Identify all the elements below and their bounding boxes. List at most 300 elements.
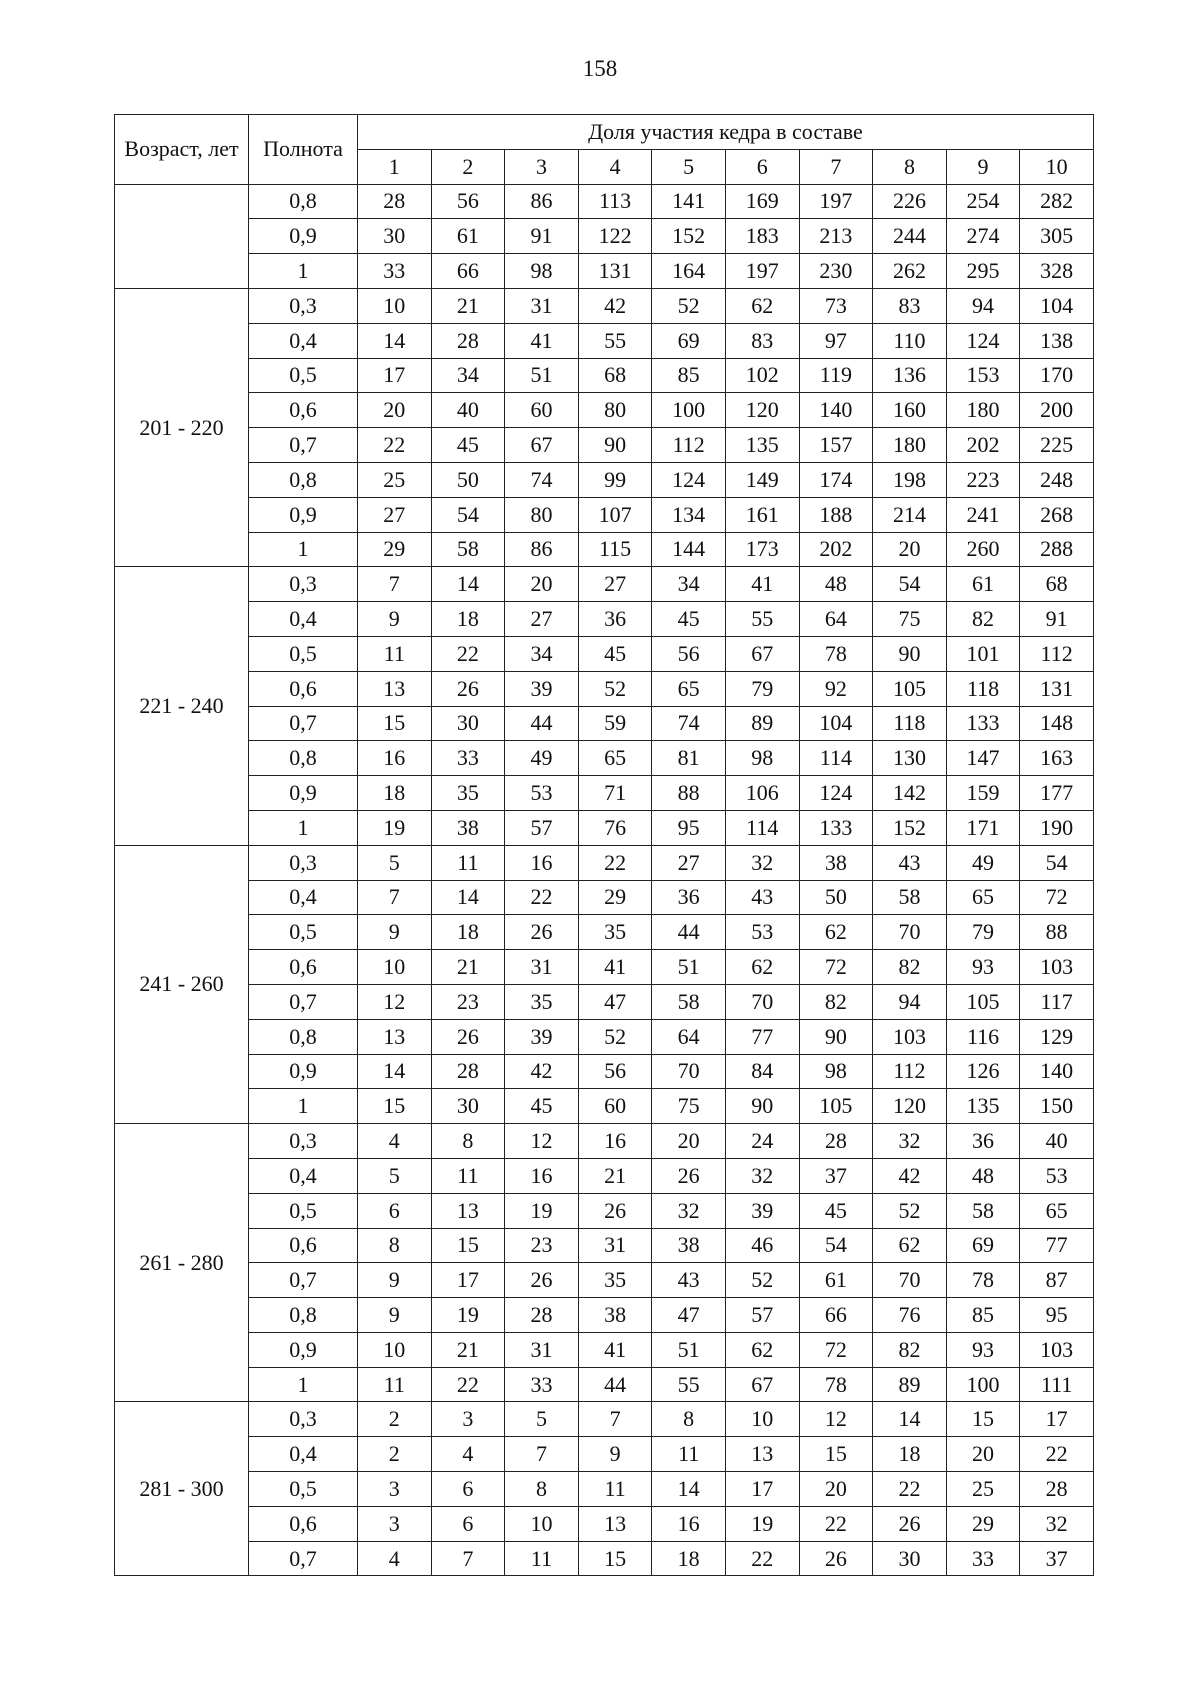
value-cell: 12	[799, 1402, 873, 1437]
value-cell: 80	[578, 393, 652, 428]
value-cell: 129	[1020, 1019, 1094, 1054]
value-cell: 17	[358, 358, 432, 393]
fullness-cell: 0,5	[249, 915, 358, 950]
value-cell: 18	[873, 1437, 947, 1472]
table-row	[115, 1124, 1094, 1159]
value-cell: 28	[505, 1298, 579, 1333]
value-cell: 58	[652, 984, 726, 1019]
value-cell: 70	[652, 1054, 726, 1089]
fullness-cell: 0,7	[249, 1541, 358, 1576]
value-cell: 34	[652, 567, 726, 602]
value-cell: 52	[725, 1263, 799, 1298]
value-cell: 169	[725, 184, 799, 219]
value-cell: 7	[358, 567, 432, 602]
share-column-header: 1	[358, 149, 432, 184]
table-row	[115, 1332, 1094, 1367]
value-cell: 22	[873, 1472, 947, 1507]
value-cell: 33	[358, 254, 432, 289]
fullness-cell: 0,3	[249, 288, 358, 323]
value-cell: 44	[505, 706, 579, 741]
value-cell: 41	[578, 950, 652, 985]
value-cell: 31	[578, 1228, 652, 1263]
age-range-cell: 221 - 240	[115, 567, 249, 845]
fullness-cell: 0,5	[249, 1193, 358, 1228]
value-cell: 25	[946, 1472, 1020, 1507]
fullness-cell: 1	[249, 1367, 358, 1402]
value-cell: 50	[431, 462, 505, 497]
value-cell: 120	[873, 1089, 947, 1124]
fullness-cell: 0,6	[249, 1228, 358, 1263]
value-cell: 12	[358, 984, 432, 1019]
value-cell: 183	[725, 219, 799, 254]
value-cell: 61	[946, 567, 1020, 602]
value-cell: 225	[1020, 428, 1094, 463]
value-cell: 5	[505, 1402, 579, 1437]
value-cell: 147	[946, 741, 1020, 776]
value-cell: 31	[505, 1332, 579, 1367]
value-cell: 16	[578, 1124, 652, 1159]
value-cell: 32	[725, 1158, 799, 1193]
value-cell: 35	[578, 915, 652, 950]
value-cell: 38	[799, 845, 873, 880]
value-cell: 33	[505, 1367, 579, 1402]
value-cell: 20	[873, 532, 947, 567]
fullness-cell: 0,6	[249, 950, 358, 985]
value-cell: 11	[358, 636, 432, 671]
value-cell: 53	[1020, 1158, 1094, 1193]
fullness-cell: 0,9	[249, 776, 358, 811]
value-cell: 16	[358, 741, 432, 776]
age-column-header: Возраст, лет	[115, 115, 249, 185]
value-cell: 34	[505, 636, 579, 671]
value-cell: 95	[652, 810, 726, 845]
table-row	[115, 1193, 1094, 1228]
value-cell: 14	[873, 1402, 947, 1437]
value-cell: 61	[799, 1263, 873, 1298]
value-cell: 149	[725, 462, 799, 497]
value-cell: 103	[873, 1019, 947, 1054]
value-cell: 52	[578, 671, 652, 706]
value-cell: 69	[652, 323, 726, 358]
value-cell: 60	[578, 1089, 652, 1124]
value-cell: 135	[946, 1089, 1020, 1124]
value-cell: 112	[1020, 636, 1094, 671]
value-cell: 70	[725, 984, 799, 1019]
value-cell: 288	[1020, 532, 1094, 567]
table-row	[115, 497, 1094, 532]
value-cell: 76	[578, 810, 652, 845]
value-cell: 197	[725, 254, 799, 289]
value-cell: 82	[873, 1332, 947, 1367]
table-row	[115, 1054, 1094, 1089]
value-cell: 93	[946, 950, 1020, 985]
value-cell: 54	[799, 1228, 873, 1263]
value-cell: 5	[358, 1158, 432, 1193]
value-cell: 26	[431, 671, 505, 706]
table-row	[115, 776, 1094, 811]
value-cell: 163	[1020, 741, 1094, 776]
value-cell: 62	[725, 1332, 799, 1367]
value-cell: 21	[431, 950, 505, 985]
fullness-cell: 0,4	[249, 1158, 358, 1193]
value-cell: 75	[652, 1089, 726, 1124]
value-cell: 22	[505, 880, 579, 915]
value-cell: 101	[946, 636, 1020, 671]
table-row	[115, 323, 1094, 358]
fullness-cell: 0,5	[249, 636, 358, 671]
value-cell: 56	[652, 636, 726, 671]
value-cell: 42	[873, 1158, 947, 1193]
value-cell: 78	[799, 636, 873, 671]
value-cell: 9	[358, 602, 432, 637]
value-cell: 9	[358, 1263, 432, 1298]
value-cell: 8	[505, 1472, 579, 1507]
value-cell: 254	[946, 184, 1020, 219]
value-cell: 54	[431, 497, 505, 532]
value-cell: 135	[725, 428, 799, 463]
value-cell: 30	[431, 1089, 505, 1124]
value-cell: 164	[652, 254, 726, 289]
value-cell: 4	[431, 1437, 505, 1472]
table-row	[115, 671, 1094, 706]
fullness-cell: 0,4	[249, 323, 358, 358]
value-cell: 274	[946, 219, 1020, 254]
fullness-cell: 0,3	[249, 1402, 358, 1437]
value-cell: 57	[725, 1298, 799, 1333]
value-cell: 52	[873, 1193, 947, 1228]
value-cell: 140	[1020, 1054, 1094, 1089]
fullness-cell: 0,8	[249, 462, 358, 497]
value-cell: 26	[873, 1506, 947, 1541]
value-cell: 90	[725, 1089, 799, 1124]
value-cell: 65	[578, 741, 652, 776]
value-cell: 33	[431, 741, 505, 776]
value-cell: 8	[358, 1228, 432, 1263]
value-cell: 107	[578, 497, 652, 532]
value-cell: 248	[1020, 462, 1094, 497]
page-number: 158	[582, 56, 618, 81]
value-cell: 10	[725, 1402, 799, 1437]
value-cell: 140	[799, 393, 873, 428]
value-cell: 99	[578, 462, 652, 497]
fullness-cell: 0,7	[249, 706, 358, 741]
value-cell: 136	[873, 358, 947, 393]
value-cell: 58	[873, 880, 947, 915]
value-cell: 26	[431, 1019, 505, 1054]
value-cell: 61	[431, 219, 505, 254]
value-cell: 29	[358, 532, 432, 567]
value-cell: 37	[799, 1158, 873, 1193]
value-cell: 45	[578, 636, 652, 671]
value-cell: 51	[652, 1332, 726, 1367]
value-cell: 98	[799, 1054, 873, 1089]
value-cell: 65	[1020, 1193, 1094, 1228]
value-cell: 19	[358, 810, 432, 845]
value-cell: 30	[873, 1541, 947, 1576]
value-cell: 8	[431, 1124, 505, 1159]
share-column-header: 6	[725, 149, 799, 184]
value-cell: 75	[873, 602, 947, 637]
value-cell: 90	[873, 636, 947, 671]
fullness-cell: 0,4	[249, 602, 358, 637]
table-row	[115, 1367, 1094, 1402]
value-cell: 32	[1020, 1506, 1094, 1541]
value-cell: 92	[799, 671, 873, 706]
value-cell: 40	[431, 393, 505, 428]
value-cell: 114	[725, 810, 799, 845]
value-cell: 295	[946, 254, 1020, 289]
value-cell: 190	[1020, 810, 1094, 845]
value-cell: 22	[431, 1367, 505, 1402]
value-cell: 26	[505, 1263, 579, 1298]
value-cell: 112	[873, 1054, 947, 1089]
table-header	[115, 115, 1094, 185]
value-cell: 31	[505, 950, 579, 985]
value-cell: 118	[946, 671, 1020, 706]
table-row	[115, 636, 1094, 671]
value-cell: 26	[578, 1193, 652, 1228]
value-cell: 8	[652, 1402, 726, 1437]
value-cell: 15	[799, 1437, 873, 1472]
value-cell: 27	[578, 567, 652, 602]
value-cell: 56	[431, 184, 505, 219]
value-cell: 16	[505, 845, 579, 880]
share-column-header: 9	[946, 149, 1020, 184]
value-cell: 152	[652, 219, 726, 254]
value-cell: 133	[799, 810, 873, 845]
value-cell: 14	[652, 1472, 726, 1507]
value-cell: 66	[431, 254, 505, 289]
value-cell: 9	[358, 915, 432, 950]
value-cell: 13	[725, 1437, 799, 1472]
table-row	[115, 984, 1094, 1019]
value-cell: 62	[725, 950, 799, 985]
value-cell: 30	[431, 706, 505, 741]
value-cell: 48	[946, 1158, 1020, 1193]
value-cell: 141	[652, 184, 726, 219]
value-cell: 87	[1020, 1263, 1094, 1298]
value-cell: 27	[358, 497, 432, 532]
value-cell: 16	[505, 1158, 579, 1193]
value-cell: 12	[505, 1124, 579, 1159]
value-cell: 3	[358, 1472, 432, 1507]
table-row	[115, 567, 1094, 602]
stock-table	[114, 114, 1094, 1576]
value-cell: 62	[799, 915, 873, 950]
value-cell: 122	[578, 219, 652, 254]
value-cell: 30	[358, 219, 432, 254]
fullness-cell: 0,3	[249, 845, 358, 880]
value-cell: 22	[725, 1541, 799, 1576]
value-cell: 39	[505, 1019, 579, 1054]
value-cell: 39	[725, 1193, 799, 1228]
value-cell: 180	[873, 428, 947, 463]
value-cell: 131	[578, 254, 652, 289]
value-cell: 2	[358, 1437, 432, 1472]
value-cell: 45	[799, 1193, 873, 1228]
value-cell: 153	[946, 358, 1020, 393]
value-cell: 66	[799, 1298, 873, 1333]
value-cell: 20	[799, 1472, 873, 1507]
value-cell: 103	[1020, 950, 1094, 985]
value-cell: 100	[652, 393, 726, 428]
value-cell: 105	[873, 671, 947, 706]
value-cell: 21	[431, 1332, 505, 1367]
table-row	[115, 1019, 1094, 1054]
table-row	[115, 219, 1094, 254]
value-cell: 17	[725, 1472, 799, 1507]
value-cell: 78	[799, 1367, 873, 1402]
fullness-cell: 0,8	[249, 1019, 358, 1054]
value-cell: 81	[652, 741, 726, 776]
value-cell: 59	[578, 706, 652, 741]
table-row	[115, 706, 1094, 741]
table-row	[115, 254, 1094, 289]
fullness-cell: 0,4	[249, 1437, 358, 1472]
table-row	[115, 462, 1094, 497]
table-row	[115, 810, 1094, 845]
value-cell: 152	[873, 810, 947, 845]
value-cell: 43	[873, 845, 947, 880]
value-cell: 15	[358, 706, 432, 741]
value-cell: 60	[505, 393, 579, 428]
value-cell: 74	[505, 462, 579, 497]
value-cell: 82	[873, 950, 947, 985]
share-column-header: 7	[799, 149, 873, 184]
value-cell: 62	[873, 1228, 947, 1263]
value-cell: 38	[431, 810, 505, 845]
value-cell: 48	[799, 567, 873, 602]
value-cell: 4	[358, 1124, 432, 1159]
value-cell: 22	[1020, 1437, 1094, 1472]
value-cell: 52	[578, 1019, 652, 1054]
fullness-cell: 0,3	[249, 1124, 358, 1159]
value-cell: 34	[431, 358, 505, 393]
value-cell: 47	[652, 1298, 726, 1333]
value-cell: 26	[652, 1158, 726, 1193]
value-cell: 202	[799, 532, 873, 567]
value-cell: 97	[799, 323, 873, 358]
value-cell: 106	[725, 776, 799, 811]
value-cell: 79	[725, 671, 799, 706]
value-cell: 177	[1020, 776, 1094, 811]
value-cell: 78	[946, 1263, 1020, 1298]
value-cell: 64	[652, 1019, 726, 1054]
fullness-cell: 0,9	[249, 1332, 358, 1367]
value-cell: 20	[505, 567, 579, 602]
value-cell: 86	[505, 184, 579, 219]
value-cell: 133	[946, 706, 1020, 741]
value-cell: 13	[358, 671, 432, 706]
value-cell: 241	[946, 497, 1020, 532]
table-row	[115, 1298, 1094, 1333]
value-cell: 19	[725, 1506, 799, 1541]
value-cell: 72	[1020, 880, 1094, 915]
value-cell: 13	[578, 1506, 652, 1541]
value-cell: 20	[946, 1437, 1020, 1472]
table-row	[115, 1437, 1094, 1472]
value-cell: 116	[946, 1019, 1020, 1054]
value-cell: 10	[358, 1332, 432, 1367]
value-cell: 105	[799, 1089, 873, 1124]
value-cell: 117	[1020, 984, 1094, 1019]
fullness-cell: 0,9	[249, 219, 358, 254]
value-cell: 23	[431, 984, 505, 1019]
value-cell: 31	[505, 288, 579, 323]
fullness-cell: 0,6	[249, 671, 358, 706]
value-cell: 82	[799, 984, 873, 1019]
value-cell: 84	[725, 1054, 799, 1089]
value-cell: 15	[431, 1228, 505, 1263]
value-cell: 13	[431, 1193, 505, 1228]
value-cell: 41	[505, 323, 579, 358]
value-cell: 19	[505, 1193, 579, 1228]
value-cell: 25	[358, 462, 432, 497]
table-body	[115, 184, 1094, 1576]
share-column-header: 5	[652, 149, 726, 184]
value-cell: 58	[946, 1193, 1020, 1228]
value-cell: 6	[358, 1193, 432, 1228]
value-cell: 18	[358, 776, 432, 811]
fullness-cell: 0,5	[249, 358, 358, 393]
table-row	[115, 184, 1094, 219]
value-cell: 131	[1020, 671, 1094, 706]
value-cell: 282	[1020, 184, 1094, 219]
table-row	[115, 1089, 1094, 1124]
fullness-cell: 0,7	[249, 1263, 358, 1298]
value-cell: 174	[799, 462, 873, 497]
value-cell: 14	[358, 323, 432, 358]
value-cell: 160	[873, 393, 947, 428]
value-cell: 19	[431, 1298, 505, 1333]
value-cell: 79	[946, 915, 1020, 950]
value-cell: 159	[946, 776, 1020, 811]
value-cell: 67	[725, 1367, 799, 1402]
table-row	[115, 1228, 1094, 1263]
table-row	[115, 1472, 1094, 1507]
value-cell: 262	[873, 254, 947, 289]
value-cell: 28	[799, 1124, 873, 1159]
value-cell: 11	[652, 1437, 726, 1472]
value-cell: 20	[652, 1124, 726, 1159]
value-cell: 148	[1020, 706, 1094, 741]
value-cell: 36	[652, 880, 726, 915]
table-row	[115, 393, 1094, 428]
value-cell: 10	[358, 288, 432, 323]
value-cell: 85	[652, 358, 726, 393]
fullness-cell: 0,6	[249, 393, 358, 428]
fullness-cell: 0,7	[249, 984, 358, 1019]
value-cell: 3	[358, 1506, 432, 1541]
value-cell: 68	[578, 358, 652, 393]
value-cell: 95	[1020, 1298, 1094, 1333]
value-cell: 50	[799, 880, 873, 915]
value-cell: 268	[1020, 497, 1094, 532]
value-cell: 58	[431, 532, 505, 567]
value-cell: 67	[725, 636, 799, 671]
fullness-cell: 1	[249, 532, 358, 567]
value-cell: 11	[431, 845, 505, 880]
value-cell: 198	[873, 462, 947, 497]
fullness-cell: 0,8	[249, 741, 358, 776]
value-cell: 23	[505, 1228, 579, 1263]
value-cell: 51	[652, 950, 726, 985]
value-cell: 26	[505, 915, 579, 950]
value-cell: 90	[799, 1019, 873, 1054]
value-cell: 54	[873, 567, 947, 602]
value-cell: 15	[578, 1541, 652, 1576]
table-row	[115, 358, 1094, 393]
